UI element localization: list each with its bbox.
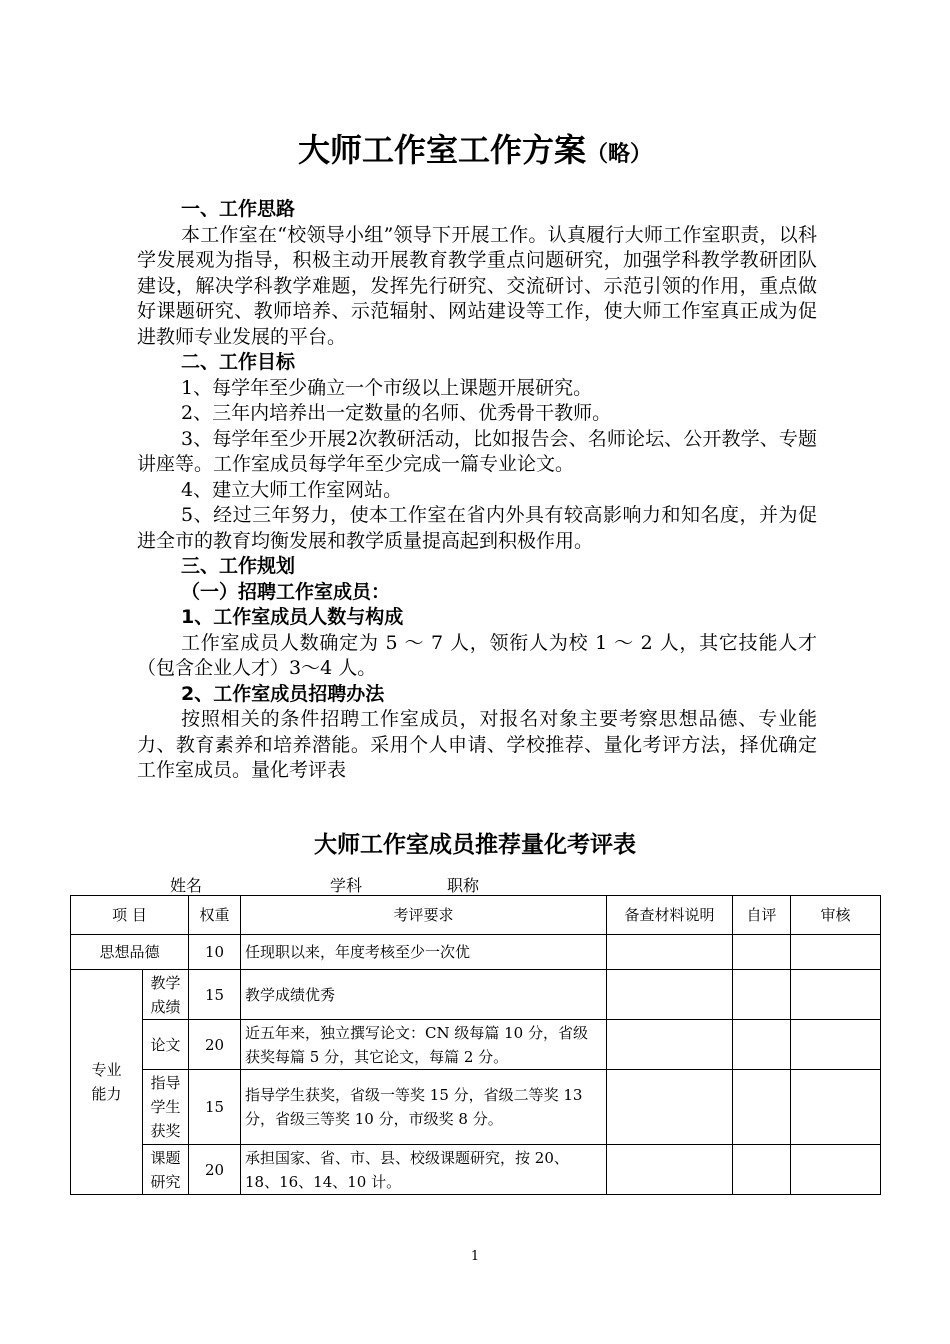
table-row bbox=[71, 1020, 881, 1070]
section-1-heading: 一、工作思路 bbox=[181, 198, 296, 220]
group-label-cell: 专业 能力 bbox=[71, 970, 143, 1195]
item-cell: 指导 学生 获奖 bbox=[143, 1070, 189, 1145]
table-title: 大师工作室成员推荐量化考评表 bbox=[314, 832, 636, 858]
item-cell: 论文 bbox=[143, 1020, 189, 1070]
weight-cell: 15 bbox=[189, 1070, 241, 1145]
section-3-heading: 三、工作规划 bbox=[181, 555, 296, 577]
self-cell bbox=[733, 1145, 791, 1195]
requirement-cell: 承担国家、省、市、县、校级课题研究，按 20、18、16、14、10 计。 bbox=[241, 1145, 607, 1195]
page-number: 1 bbox=[470, 1249, 480, 1264]
table-row bbox=[71, 970, 881, 1020]
name-label: 姓名 bbox=[170, 876, 203, 895]
header-item: 项 目 bbox=[71, 896, 189, 935]
review-cell bbox=[791, 1070, 881, 1145]
goal-item: 1、每学年至少确立一个市级以上课题开展研究。 bbox=[181, 376, 593, 399]
header-material: 备查材料说明 bbox=[607, 896, 733, 935]
self-cell bbox=[733, 970, 791, 1020]
header-requirement: 考评要求 bbox=[241, 896, 607, 935]
subsection-heading: 1、工作室成员人数与构成 bbox=[181, 606, 404, 628]
goal-item: 3、每学年至少开展2次教研活动，比如报告会、名师论坛、公开教学、专题讲座等。工作室成员每学年至少完成一篇专业论文。 bbox=[137, 427, 817, 475]
requirement-cell: 指导学生获奖，省级一等奖 15 分，省级二等奖 13 分，省级三等奖 10 分，市级奖 8 分。 bbox=[241, 1070, 607, 1145]
requirement-cell: 任现职以来，年度考核至少一次优 bbox=[241, 935, 607, 970]
table-header-row bbox=[71, 896, 881, 935]
header-weight: 权重 bbox=[189, 896, 241, 935]
item-cell: 教学 成绩 bbox=[143, 970, 189, 1020]
weight-cell: 10 bbox=[189, 935, 241, 970]
material-cell bbox=[607, 935, 733, 970]
subsection-heading: 2、工作室成员招聘办法 bbox=[181, 682, 385, 705]
header-review: 审核 bbox=[791, 896, 881, 935]
info-row bbox=[0, 873, 950, 893]
table-row bbox=[71, 1070, 881, 1145]
review-cell bbox=[791, 1145, 881, 1195]
subsection-heading: （一）招聘工作室成员： bbox=[181, 580, 391, 603]
review-cell bbox=[791, 970, 881, 1020]
recruit-method-paragraph: 按照相关的条件招聘工作室成员，对报名对象主要考察思想品德、专业能力、教育素养和培养潜能。采用个人申请、学校推荐、量化考评方法，择优确定工作室成员。量化考评表 bbox=[137, 708, 817, 781]
goal-item: 4、建立大师工作室网站。 bbox=[181, 478, 403, 501]
title-suffix: （略） bbox=[586, 142, 653, 167]
goal-item: 2、三年内培养出一定数量的名师、优秀骨干教师。 bbox=[181, 402, 612, 424]
document-title bbox=[0, 128, 950, 177]
table-row bbox=[71, 1145, 881, 1195]
self-cell bbox=[733, 1020, 791, 1070]
goal-item: 5、经过三年努力，使本工作室在省内外具有较高影响力和知名度，并为促进全市的教育均衡发展和教学质量提高起到积极作用。 bbox=[137, 504, 817, 552]
table-row bbox=[71, 935, 881, 970]
job-title-label: 职称 bbox=[447, 876, 480, 895]
material-cell bbox=[607, 1145, 733, 1195]
section-1-paragraph: 本工作室在“校领导小组”领导下开展工作。认真履行大师工作室职责，以科学发展观为指导，积极主动开展教育教学重点问题研究，加强学科教学教研团队建设，解决学科教学难题，发挥先行研究、交流研讨、示范引领的作用，重点做好课题研究、教师培养、示范辐射、网站建设等工作，使大师工作室真正成为促进教师专业发展的平台。 bbox=[137, 223, 817, 348]
title-main: 大师工作室工作方案 bbox=[297, 131, 586, 169]
review-cell bbox=[791, 1020, 881, 1070]
evaluation-table bbox=[70, 895, 881, 1195]
member-count-paragraph: 工作室成员人数确定为 5 ～ 7 人，领衔人为校 1 ～ 2 人，其它技能人才（包含企业人才）3～4 人。 bbox=[137, 631, 817, 679]
header-self: 自评 bbox=[733, 896, 791, 935]
requirement-cell: 教学成绩优秀 bbox=[241, 970, 607, 1020]
weight-cell: 20 bbox=[189, 1020, 241, 1070]
requirement-cell: 近五年来，独立撰写论文：CN 级每篇 10 分，省级获奖每篇 5 分，其它论文，每篇 2 分。 bbox=[241, 1020, 607, 1070]
material-cell bbox=[607, 1020, 733, 1070]
weight-cell: 20 bbox=[189, 1145, 241, 1195]
material-cell bbox=[607, 970, 733, 1020]
section-2-heading: 二、工作目标 bbox=[181, 351, 296, 373]
self-cell bbox=[733, 1070, 791, 1145]
self-cell bbox=[733, 935, 791, 970]
subject-label: 学科 bbox=[330, 876, 363, 895]
material-cell bbox=[607, 1070, 733, 1145]
review-cell bbox=[791, 935, 881, 970]
item-cell: 思想品德 bbox=[71, 935, 189, 970]
weight-cell: 15 bbox=[189, 970, 241, 1020]
item-cell: 课题 研究 bbox=[143, 1145, 189, 1195]
document-body bbox=[137, 197, 817, 784]
